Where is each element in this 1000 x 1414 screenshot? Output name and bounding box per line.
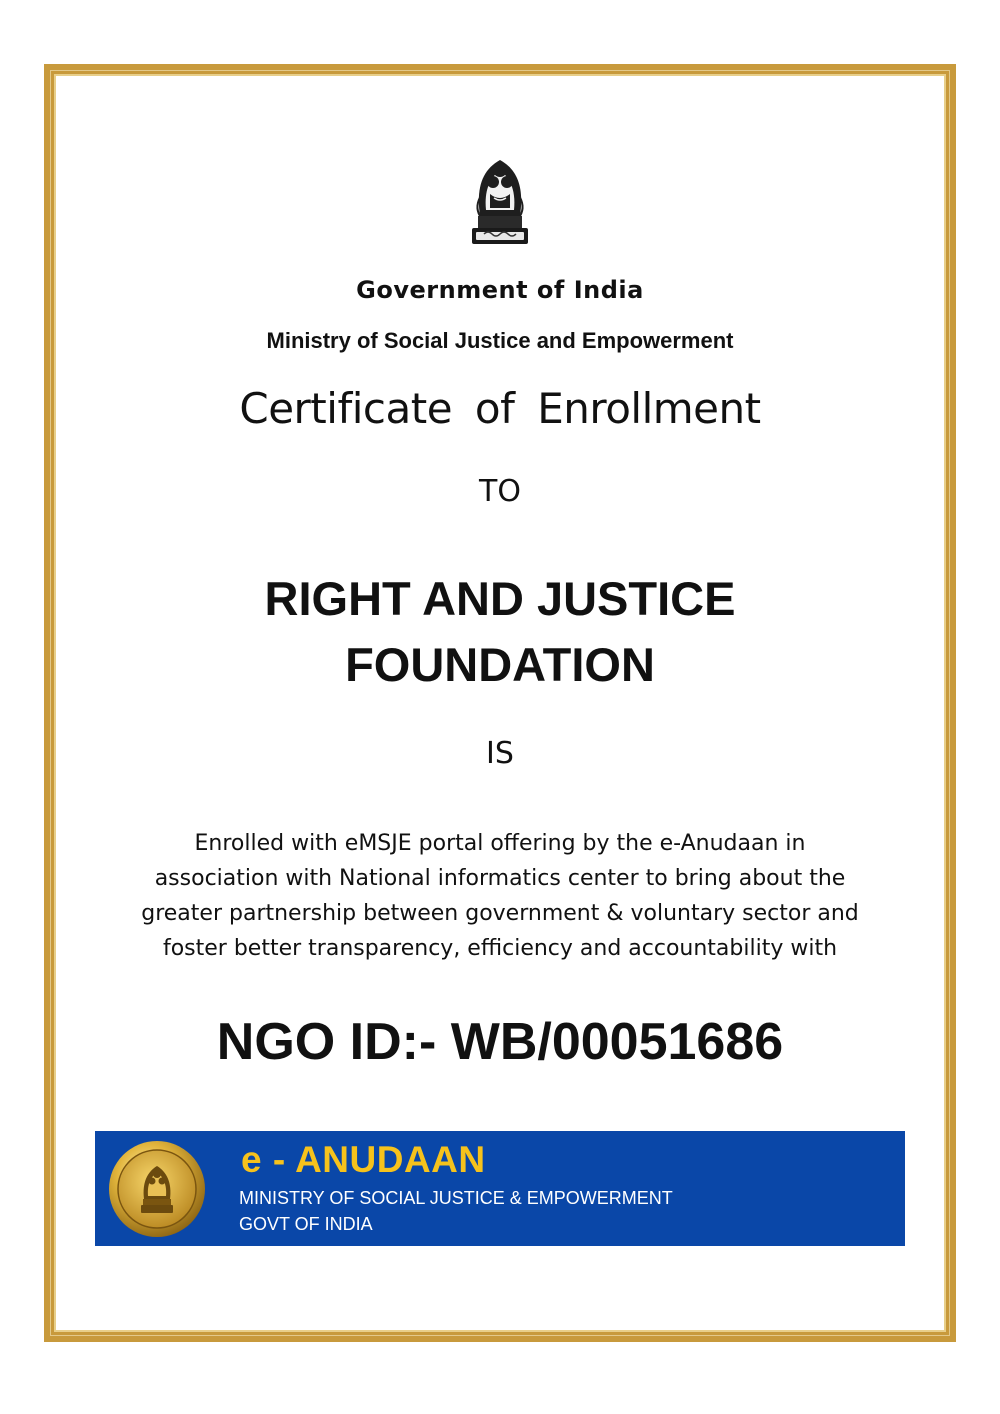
enrollment-description xyxy=(60,826,940,966)
ngo-id: NGO ID:- WB/00051686 xyxy=(216,1013,784,1071)
banner-title: e - ANUDAAN xyxy=(241,1139,486,1180)
is-label: IS xyxy=(486,736,514,771)
e-anudaan-banner xyxy=(95,1131,905,1246)
government-heading: Government of India xyxy=(356,276,644,304)
certificate-title: Certificate of Enrollment xyxy=(239,384,761,433)
description-line-4: foster better transparency, efficiency and accountability with xyxy=(162,936,838,961)
description-line-2: association with National informatics center to bring about the xyxy=(154,866,846,891)
organization-name-line-1: RIGHT AND JUSTICE xyxy=(264,572,736,625)
organization-name-line-2: FOUNDATION xyxy=(345,638,655,691)
banner-ministry: MINISTRY OF SOCIAL JUSTICE & EMPOWERMENT xyxy=(239,1188,673,1208)
gold-emblem-seal-icon xyxy=(107,1139,207,1239)
description-line-3: greater partnership between government & voluntary sector and xyxy=(141,901,859,926)
to-label: TO xyxy=(479,474,521,509)
description-line-1: Enrolled with eMSJE portal offering by the e-Anudaan in xyxy=(194,831,806,856)
ministry-heading: Ministry of Social Justice and Empowerment xyxy=(266,328,734,353)
banner-govt: GOVT OF INDIA xyxy=(239,1214,373,1234)
national-emblem-icon xyxy=(460,148,540,250)
organization-name xyxy=(60,566,940,698)
